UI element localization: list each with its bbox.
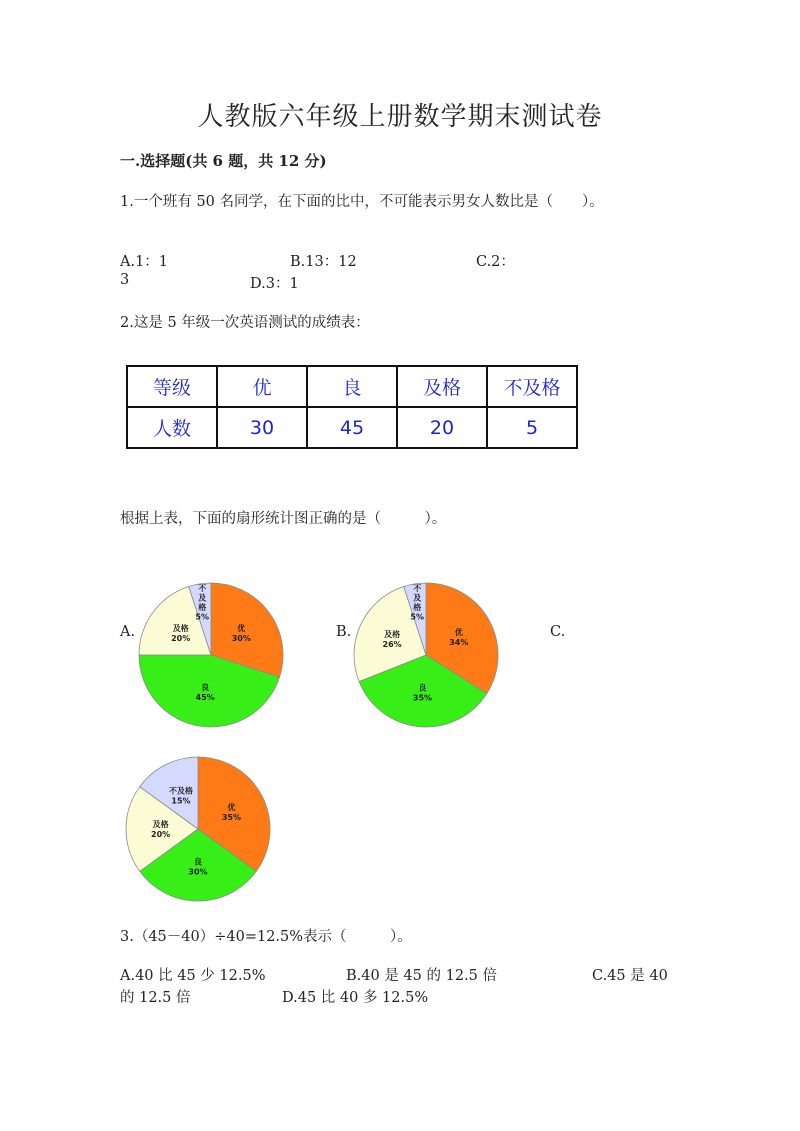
slice-label-percent: 20% [151,830,171,839]
slice-label-name: 优 [454,628,463,637]
slice-label-name: 不 [413,584,422,593]
slice-label-percent: 15% [171,796,191,806]
slice-label-name: 不及格 [169,786,193,796]
question-2-prompt: 根据上表，下面的扇形统计图正确的是（ ）。 [120,511,447,527]
slice-label-name: 及格 [172,624,189,633]
q1-option-a: A.1：1 [120,254,169,270]
q2-option-c-label: C. [550,624,566,640]
slice-label-name: 良 [418,683,427,693]
slice-label-percent: 35% [412,693,433,703]
pie-chart-a [136,580,286,730]
question-3-text: 3.（45－40）÷40=12.5%表示（ ）。 [120,929,412,945]
slice-label-percent: 35% [221,813,241,822]
slice-label-name: 及格 [152,820,169,829]
table-cell: 不及格 [487,366,577,407]
table-row [127,407,577,448]
pie-chart-c [123,754,273,904]
grade-table [126,365,578,449]
slice-label-name: 良 [201,683,210,692]
question-2-text: 2.这是 5 年级一次英语测试的成绩表： [120,315,370,331]
pie-chart-b [351,580,501,730]
q3-option-c-continued: 的 12.5 倍 [120,990,191,1006]
slice-label-percent: 20% [171,634,191,643]
slice-label-name: 良 [194,857,202,867]
slice-label-name: 格 [413,603,422,612]
slice-label-name: 优 [237,624,246,633]
page-title: 人教版六年级上册数学期末测试卷 [197,102,603,132]
slice-label-percent: 5% [410,612,424,622]
q3-option-d: D.45 比 40 多 12.5% [282,990,429,1006]
slice-label-name: 及 [198,593,207,603]
q1-option-c: C.2： [476,254,515,270]
slice-label-name: 优 [227,803,236,812]
table-cell: 人数 [127,407,217,448]
table-header-row [127,366,577,407]
q3-option-c: C.45 是 40 [592,968,668,984]
table-cell: 良 [307,366,397,407]
q2-option-b-label: B. [336,624,352,640]
q2-option-a-label: A. [120,624,136,640]
slice-label-name: 及 [413,593,422,603]
table-cell: 45 [307,407,397,448]
q1-option-b: B.13：12 [290,254,357,270]
table-cell: 优 [217,366,307,407]
table-cell: 20 [397,407,487,448]
slice-label-percent: 26% [382,640,402,650]
q1-option-c-continued: 3 [120,272,130,288]
slice-label-name: 及格 [384,630,401,640]
question-1-text: 1.一个班有 50 名同学，在下面的比中，不可能表示男女人数比是（ ）。 [120,194,604,210]
slice-label-percent: 5% [195,612,209,622]
q3-option-a: A.40 比 45 少 12.5% [120,968,266,984]
table-cell: 及格 [397,366,487,407]
section-heading: 一.选择题(共 6 题，共 12 分) [120,152,327,170]
q1-option-d: D.3：1 [250,276,299,292]
slice-label-percent: 30% [188,867,208,877]
slice-label-percent: 30% [231,634,251,643]
slice-label-percent: 45% [195,693,215,702]
table-cell: 30 [217,407,307,448]
q3-option-b: B.40 是 45 的 12.5 倍 [346,968,497,984]
table-cell: 等级 [127,366,217,407]
slice-label-name: 不 [198,584,207,593]
slice-label-name: 格 [198,603,207,612]
slice-label-percent: 34% [449,638,469,647]
table-cell: 5 [487,407,577,448]
